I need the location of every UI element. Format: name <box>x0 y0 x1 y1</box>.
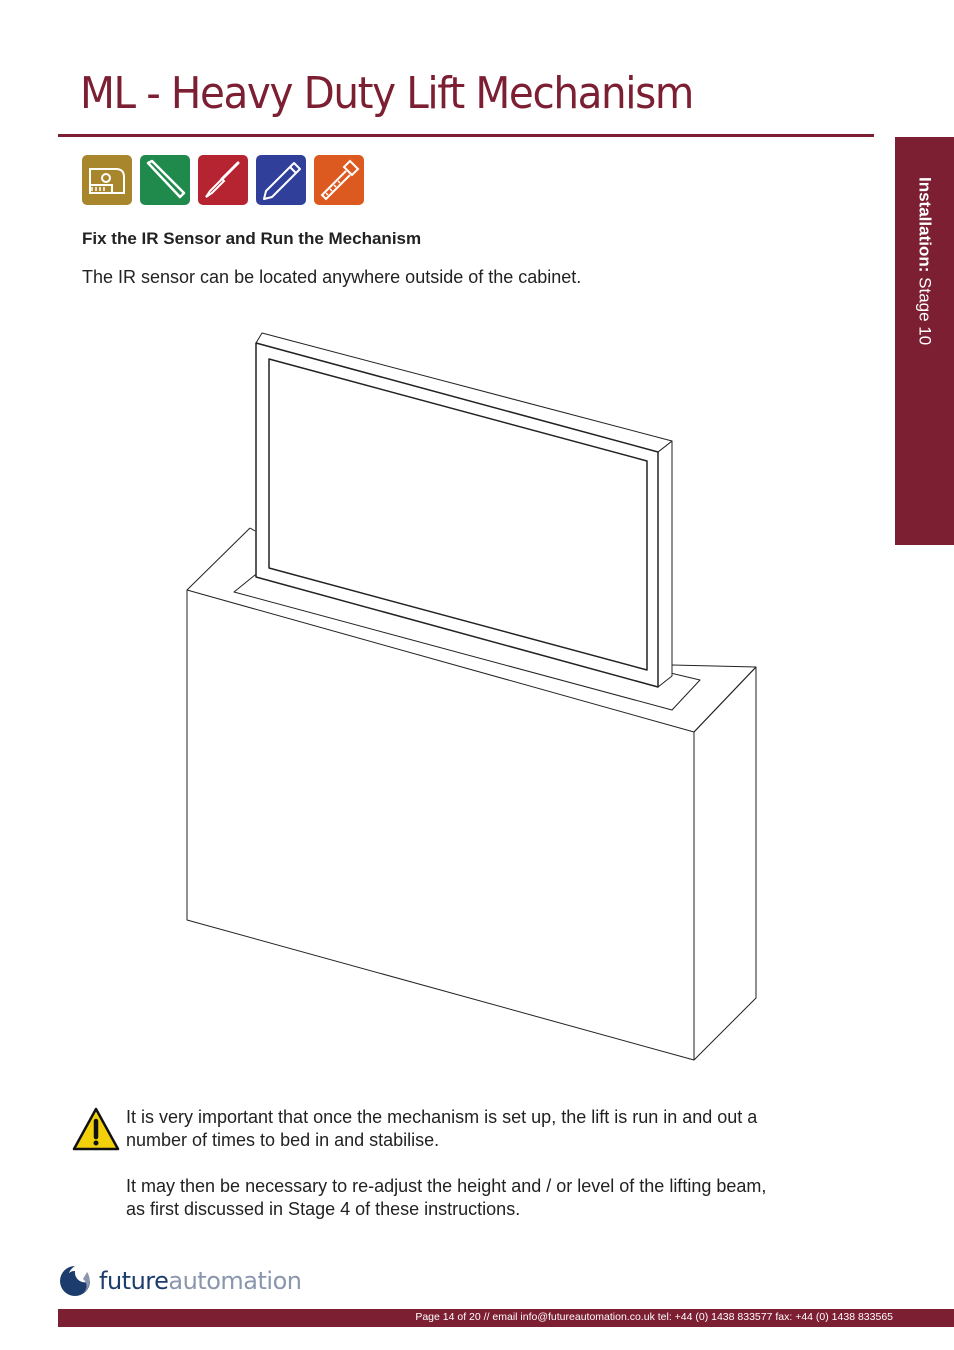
footer-bar <box>58 1309 954 1327</box>
warning-icon <box>72 1106 120 1152</box>
swirl-logo-icon <box>57 1263 93 1299</box>
warning-text-1: It is very important that once the mechanism is set up, the lift is run in and out a number of times to bed in and stabilise. <box>126 1107 758 1150</box>
warning-text-2: It may then be necessary to re-adjust the height and / or level of the lifting beam, as first discussed in Stage 4 of these instructions. <box>126 1176 767 1219</box>
page-title: ML - Heavy Duty Lift Mechanism <box>80 68 693 119</box>
intro-text: The IR sensor can be located anywhere outside of the cabinet. <box>82 267 582 287</box>
footer-contact: Page 14 of 20 // email info@futureautomation.co.uk tel: +44 (0) 1438 833577 fax: +44 (0) 1438 833565 <box>415 1311 893 1323</box>
section-tab-label: Installation: Stage 10 <box>915 177 935 346</box>
section-heading: Fix the IR Sensor and Run the Mechanism <box>82 229 422 248</box>
future-automation-logo: futureautomation <box>57 1263 301 1299</box>
